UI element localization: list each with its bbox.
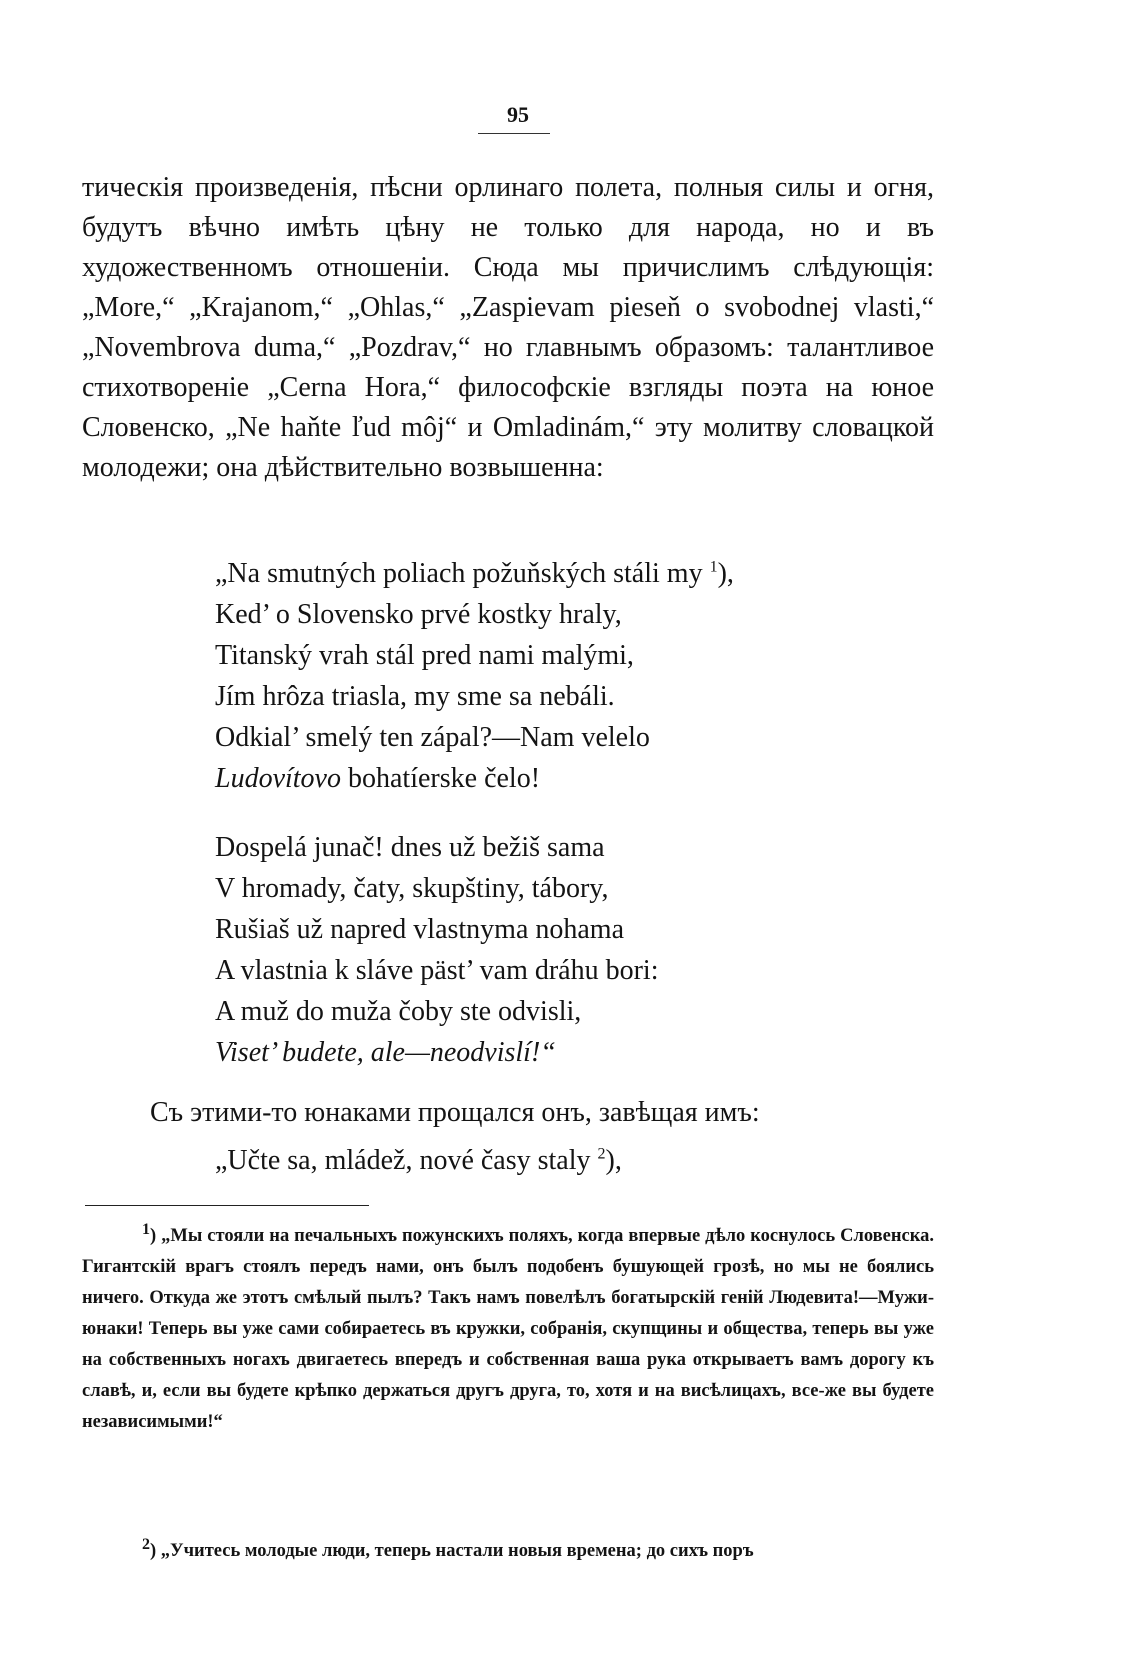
body-paragraph: тическія произведенія, пѣсни орлинаго полета, полныя силы и огня, будутъ вѣчно имѣть цѣну не только для народа, но и въ художественномъ отношеніи. Сюда мы причислимъ слѣдующія: „More,“ „Krajanom,“ „Ohlas,“ „Zaspievam pieseň o svobodnej vlasti,“ „Novembrova duma,“ „Pozdrav,“ но главнымъ образомъ: талантливое стихотвореніе „Cerna Hora,“ философскіе взгляды поэта на юное Словенско, „Ne haňte ľud môj“ и Omladinám,“ эту молитву словацкой молодежи; она дѣйствительно возвышенна:	[82, 172, 934, 483]
page-number: 95	[507, 102, 529, 127]
footnote-divider	[85, 1205, 369, 1206]
stanza1-line-3: Titanský vrah stál pred nami malými,	[215, 640, 634, 671]
stanza1-line-1	[215, 553, 734, 594]
poem-stanza-1	[215, 553, 734, 799]
stanza2-line-2: V hromady, čaty, skupštiny, tábory,	[215, 873, 609, 904]
poem2-line-1-end: ),	[605, 1145, 622, 1176]
footnote-ref-2: 2	[597, 1145, 606, 1163]
stanza1-line-5: Odkial’ smelý ten zápal?—Nam velelo	[215, 722, 650, 753]
stanza1-line-6	[215, 758, 734, 799]
footnote-ref-1: 1	[709, 558, 718, 576]
footnote-2-text: „Учитесь молодые люди, теперь настали новыя времена; до сихъ поръ	[160, 1541, 754, 1561]
poem2-line-1-text: „Učte sa, mládež, nové časy staly	[215, 1145, 591, 1176]
stanza2-line-6: Viset’ budete, ale—neodvislí!“	[215, 1037, 556, 1068]
footnote-1-marker: 1	[142, 1220, 150, 1238]
stanza2-line-1: Dospelá junač! dnes už bežiš sama	[215, 832, 605, 863]
footnote-1: $^1$) „Мы стояли на печальныхъ пожунскихъ поляхъ, когда впервые дѣло коснулось Словенска. Гигантскій врагъ стоялъ передъ нами, онъ былъ подобенъ бушующей грозѣ, но мы не боялись ничего. Откуда же этотъ смѣлый пылъ? Такъ намъ повелѣлъ богатырскій геній Людевита!—Мужи-юнаки! Теперь вы уже сами собираетесь въ кружки, собранія, скупщины и общества, теперь вы уже на собственныхъ ногахъ двигаетесь впередъ и собственная ваша рука открываетъ вамъ дорогу къ славѣ, и, если вы будете крѣпко держаться другъ друга, то, хотя и на висѣлицахъ, все-же вы будете независимыми!“	[82, 1220, 934, 1432]
poem-2-line-1	[215, 1141, 622, 1181]
poem-stanza-2	[215, 827, 659, 1073]
closing-line: Съ этими-то юнаками прощался онъ, завѣщая имъ:	[150, 1097, 760, 1128]
stanza1-line-1-end: ),	[717, 558, 734, 589]
footnote-2-marker: 2	[142, 1535, 150, 1553]
page-number-rule	[478, 133, 550, 134]
stanza1-line-4: Jím hrôza triasla, my sme sa nebáli.	[215, 681, 615, 712]
footnote-2: $^2$) „Учитесь молодые люди, теперь настали новыя времена; до сихъ поръ	[142, 1535, 754, 1561]
stanza2-line-3: Rušiaš už napred vlastnyma nohama	[215, 914, 625, 945]
stanza1-line-6-rest: bohatíerske čelo!	[348, 763, 541, 794]
stanza1-line-1-text: „Na smutných poliach požuňských stáli my	[215, 558, 703, 589]
stanza2-line-4: A vlastnia k sláve päst’ vam dráhu bori:	[215, 955, 659, 986]
footnote-1-text: „Мы стояли на печальныхъ пожунскихъ поляхъ, когда впервые дѣло коснулось Словенска. Гигантскій врагъ стоялъ передъ нами, онъ былъ подобенъ бушующей грозѣ, но мы не боялись ничего. Откуда же этотъ смѣлый пылъ? Такъ намъ повелѣлъ богатырскій геній Людевита!—Мужи-юнаки! Теперь вы уже сами собираетесь въ кружки, собранія, скупщины и общества, теперь вы уже на собственныхъ ногахъ двигаетесь впередъ и собственная ваша рука открываетъ вамъ дорогу къ славѣ, и, если вы будете крѣпко держаться другъ друга, то, хотя и на висѣлицахъ, все-же вы будете независимыми!“	[82, 1226, 934, 1432]
stanza1-line-6-italic: Ludovítovo	[215, 763, 341, 794]
stanza2-line-5: A muž do muža čoby ste odvisli,	[215, 996, 582, 1027]
stanza1-line-2: Ked’ o Slovensko prvé kostky hraly,	[215, 599, 622, 630]
